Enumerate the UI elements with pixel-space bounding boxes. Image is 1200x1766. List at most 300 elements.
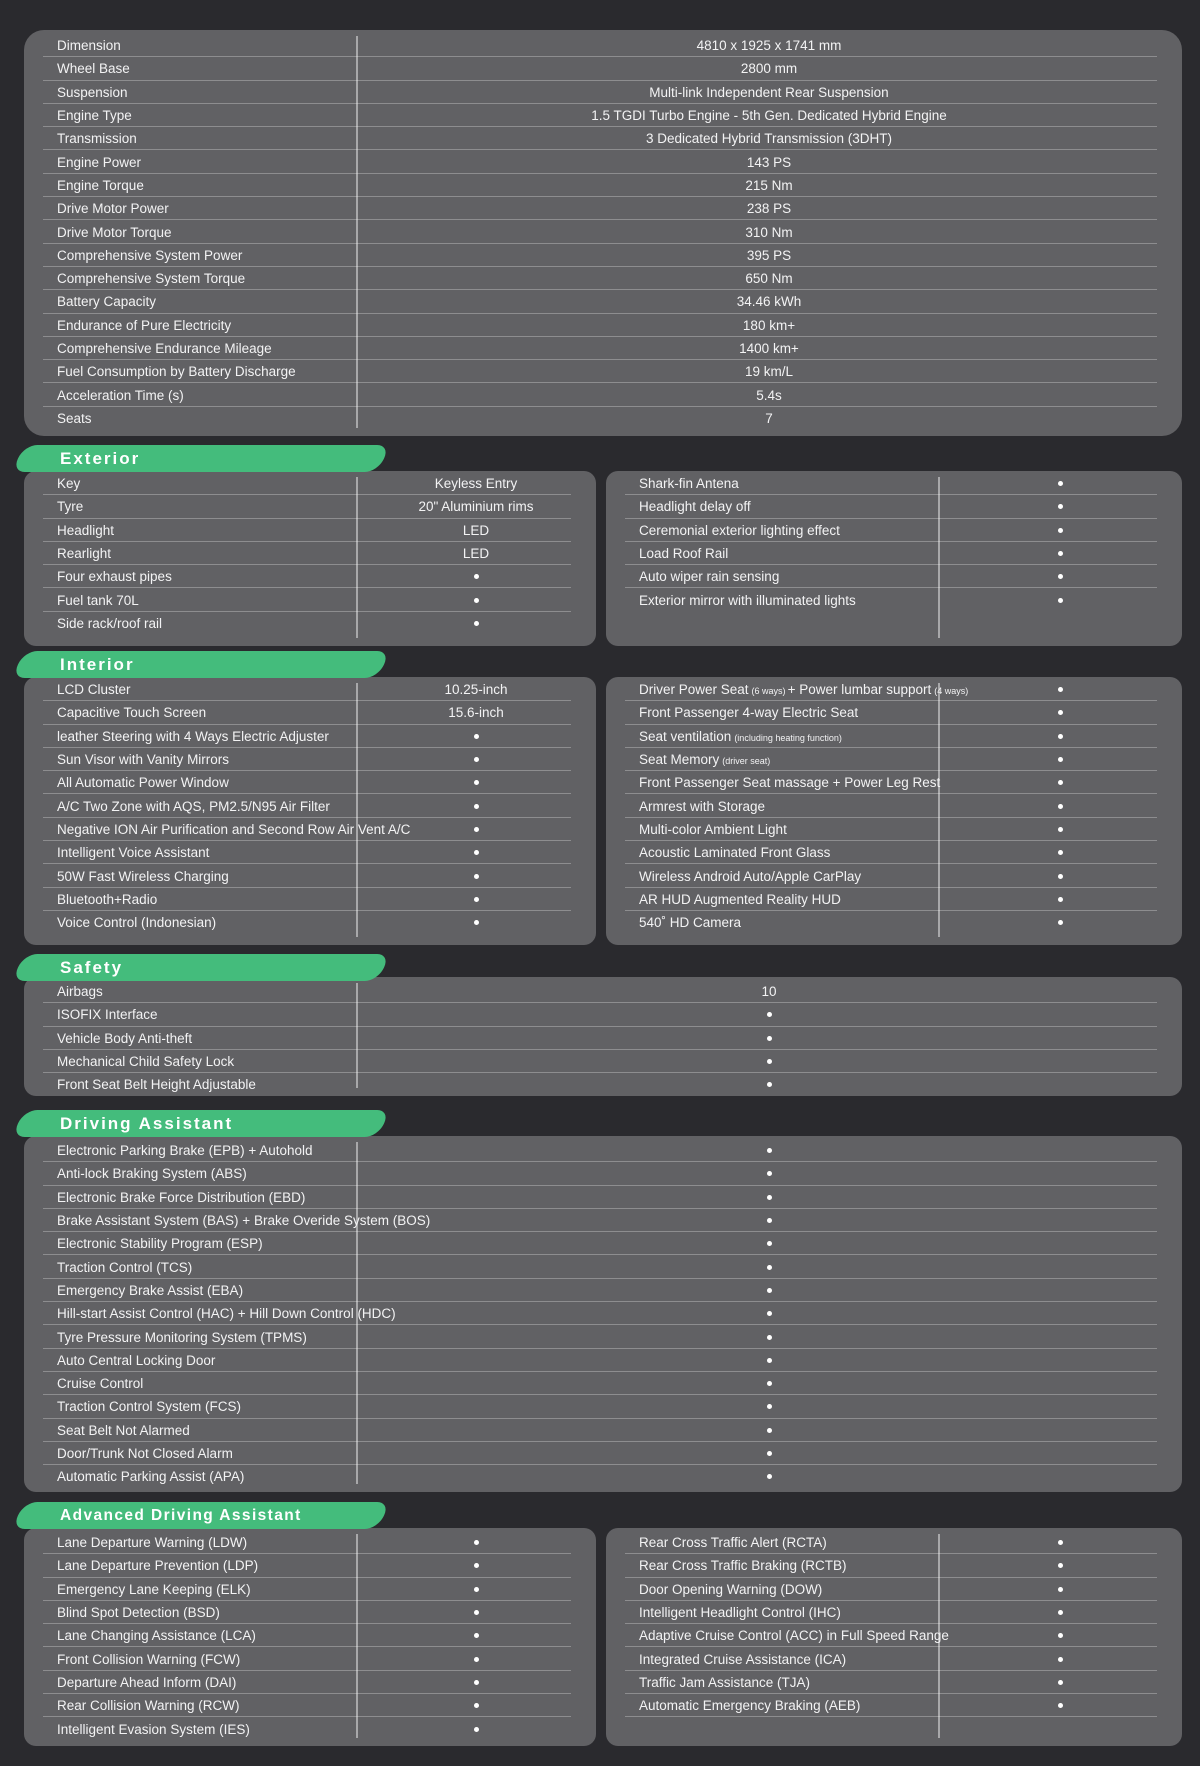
row-label: Automatic Emergency Braking (AEB) (639, 1698, 861, 1714)
included-dot-icon (767, 1451, 772, 1456)
table-row (606, 519, 1182, 542)
included-dot-icon (474, 827, 479, 832)
table-row (24, 1209, 1182, 1232)
row-value (356, 1027, 1182, 1050)
included-dot-icon (1058, 734, 1063, 739)
included-dot-icon (767, 1218, 772, 1223)
row-value: 15.6-inch (448, 705, 504, 721)
included-dot-icon (1058, 481, 1063, 486)
table-row (24, 1255, 1182, 1278)
included-dot-icon (1058, 574, 1063, 579)
row-label: LCD Cluster (57, 682, 131, 698)
included-dot-icon (1058, 598, 1063, 603)
row-value: 5.4s (756, 387, 782, 403)
row-label: Vehicle Body Anti-theft (57, 1030, 193, 1046)
included-dot-icon (767, 1311, 772, 1316)
table-row (24, 888, 596, 911)
row-label: Wireless Android Auto/Apple CarPlay (639, 868, 862, 884)
row-value: 395 PS (746, 247, 792, 263)
included-dot-icon (767, 1082, 772, 1087)
row-value (938, 565, 1182, 588)
row-label: Tyre (57, 499, 84, 515)
table-row (24, 519, 596, 542)
table-row (24, 911, 596, 934)
row-label: Comprehensive System Power (57, 247, 243, 263)
row-label: Endurance of Pure Electricity (57, 317, 232, 333)
row-label: Blind Spot Detection (BSD) (57, 1605, 220, 1621)
row-value: 180 km+ (742, 317, 796, 333)
row-value (356, 794, 596, 817)
included-dot-icon (1058, 1657, 1063, 1662)
row-value (356, 1209, 1182, 1232)
row-value (938, 678, 1182, 701)
table-row (24, 1578, 596, 1601)
interior-right-card (606, 677, 1182, 945)
row-value: 19 km/L (744, 364, 794, 380)
included-dot-icon (474, 1540, 479, 1545)
table-row (24, 1027, 1182, 1050)
row-value: LED (462, 522, 490, 538)
table-row (24, 1279, 1182, 1302)
row-value (356, 1531, 596, 1554)
row-value (938, 864, 1182, 887)
included-dot-icon (767, 1358, 772, 1363)
included-dot-icon (474, 1563, 479, 1568)
included-dot-icon (474, 598, 479, 603)
row-label-small-part: (including heating function) (734, 732, 842, 743)
table-row (24, 244, 1182, 267)
table-row (606, 1647, 1182, 1670)
row-label: Drive Motor Torque (57, 224, 172, 240)
included-dot-icon (474, 574, 479, 579)
row-label: Emergency Brake Assist (EBA) (57, 1282, 244, 1298)
row-label: Adaptive Cruise Control (ACC) in Full Speed Range (639, 1628, 949, 1644)
row-value (356, 1717, 596, 1740)
table-row (24, 1717, 596, 1740)
table-row (24, 104, 1182, 127)
table-row (606, 794, 1182, 817)
table-row (24, 1349, 1182, 1372)
included-dot-icon (474, 1587, 479, 1592)
row-label: Auto wiper rain sensing (639, 569, 780, 585)
row-value (938, 725, 1182, 748)
row-label: Load Roof Rail (639, 546, 729, 562)
row-value: 1400 km+ (739, 341, 799, 356)
row-label: Lane Departure Warning (LDW) (57, 1535, 248, 1551)
section-title: Interior (60, 655, 135, 674)
row-value (356, 1050, 1182, 1073)
row-label: Dimension (57, 38, 121, 54)
included-dot-icon (1058, 1563, 1063, 1568)
table-row (606, 725, 1182, 748)
row-label: Voice Control (Indonesian) (57, 915, 217, 931)
table-row (24, 748, 596, 771)
row-label: Capacitive Touch Screen (57, 705, 207, 721)
included-dot-icon (474, 757, 479, 762)
included-dot-icon (1058, 1587, 1063, 1592)
table-row (24, 360, 1182, 383)
row-label: Intelligent Voice Assistant (57, 845, 210, 861)
row-value (356, 911, 596, 934)
included-dot-icon (1058, 780, 1063, 785)
table-row (24, 1302, 1182, 1325)
section-title: Safety (60, 958, 124, 977)
row-value (356, 1003, 1182, 1026)
row-value (356, 1578, 596, 1601)
row-label: Front Collision Warning (FCW) (57, 1651, 241, 1667)
row-label-small-part: (driver seat) (722, 756, 771, 767)
table-row (24, 1465, 1182, 1488)
table-row (24, 1073, 1182, 1096)
included-dot-icon (1058, 551, 1063, 556)
table-row (24, 220, 1182, 243)
row-value (356, 1395, 1182, 1418)
section-ribbon (0, 954, 420, 981)
section-ribbon (0, 445, 420, 472)
row-label: Rear Cross Traffic Braking (RCTB) (639, 1558, 847, 1574)
included-dot-icon (767, 1012, 772, 1017)
row-value (356, 1647, 596, 1670)
row-label: Tyre Pressure Monitoring System (TPMS) (57, 1329, 307, 1345)
section-ribbon (0, 1110, 420, 1137)
table-row (24, 725, 596, 748)
included-dot-icon (767, 1148, 772, 1153)
included-dot-icon (767, 1059, 772, 1064)
section-ribbon (0, 651, 420, 678)
row-value (356, 1554, 596, 1577)
table-row (606, 1554, 1182, 1577)
included-dot-icon (767, 1288, 772, 1293)
table-row (24, 495, 596, 518)
row-value (356, 1601, 596, 1624)
exterior-left-rows (24, 472, 596, 635)
row-label: ISOFIX Interface (57, 1007, 158, 1023)
row-label (639, 678, 970, 701)
row-value (938, 519, 1182, 542)
exterior-left-card (24, 471, 596, 646)
included-dot-icon (767, 1036, 772, 1041)
row-value (938, 1531, 1182, 1554)
table-row (606, 588, 1182, 611)
included-dot-icon (474, 780, 479, 785)
included-dot-icon (767, 1241, 772, 1246)
row-value: 10.25-inch (444, 682, 508, 698)
row-value (938, 1624, 1182, 1647)
included-dot-icon (474, 920, 479, 925)
row-label: Cruise Control (57, 1376, 144, 1392)
row-value (356, 1419, 1182, 1442)
row-label-part: Seat ventilation (639, 728, 732, 744)
table-row (24, 864, 596, 887)
row-label: Wheel Base (57, 61, 130, 77)
safety-card (24, 977, 1182, 1096)
table-row (24, 701, 596, 724)
row-value (356, 725, 596, 748)
row-value (356, 1624, 596, 1647)
row-value: 238 PS (746, 201, 792, 217)
table-row (606, 1531, 1182, 1554)
row-value (356, 1162, 1182, 1185)
row-label: Battery Capacity (57, 294, 157, 310)
spec-table-card (24, 30, 1182, 436)
table-row (24, 1232, 1182, 1255)
table-row (606, 864, 1182, 887)
row-label: Door Opening Warning (DOW) (639, 1581, 823, 1597)
table-row (24, 678, 596, 701)
included-dot-icon (1058, 804, 1063, 809)
included-dot-icon (1058, 874, 1063, 879)
advanced-left-card (24, 1528, 596, 1746)
row-value: 20" Aluminium rims (418, 499, 534, 515)
row-label: Sun Visor with Vanity Mirrors (57, 752, 230, 768)
row-value: Keyless Entry (434, 476, 518, 492)
driving-assistant-rows (24, 1139, 1182, 1488)
row-label: Fuel Consumption by Battery Discharge (57, 364, 296, 380)
table-row (24, 1372, 1182, 1395)
table-row (24, 565, 596, 588)
row-label: AR HUD Augmented Reality HUD (639, 891, 841, 907)
included-dot-icon (474, 874, 479, 879)
included-dot-icon (474, 734, 479, 739)
row-label: Bluetooth+Radio (57, 891, 158, 907)
safety-rows (24, 980, 1182, 1096)
row-value (356, 1302, 1182, 1325)
row-value (356, 818, 596, 841)
row-value: LED (462, 546, 490, 562)
included-dot-icon (1058, 1633, 1063, 1638)
row-value (938, 794, 1182, 817)
row-value (938, 588, 1182, 611)
included-dot-icon (767, 1265, 772, 1270)
table-row (24, 267, 1182, 290)
table-row (606, 1694, 1182, 1717)
included-dot-icon (1058, 504, 1063, 509)
row-label: 50W Fast Wireless Charging (57, 868, 229, 884)
row-label: Door/Trunk Not Closed Alarm (57, 1446, 233, 1461)
row-value (356, 1186, 1182, 1209)
row-label: Negative ION Air Purification and Second Row Air Vent A/C (57, 821, 411, 837)
row-value (356, 565, 596, 588)
row-value: 1.5 TGDI Turbo Engine - 5th Gen. Dedicated Hybrid Engine (591, 108, 947, 124)
table-row (24, 1442, 1182, 1465)
row-label: Lane Departure Prevention (LDP) (57, 1558, 259, 1574)
table-row (24, 290, 1182, 313)
table-row (606, 1671, 1182, 1694)
table-row (24, 1419, 1182, 1442)
row-value (356, 1255, 1182, 1278)
row-label: Ceremonial exterior lighting effect (639, 522, 840, 538)
table-row (606, 748, 1182, 771)
row-label: Multi-color Ambient Light (639, 821, 787, 837)
row-label-small-part: (6 ways) (751, 686, 786, 697)
row-value (938, 1601, 1182, 1624)
row-value (938, 911, 1182, 934)
row-value (356, 1139, 1182, 1162)
row-label: Intelligent Headlight Control (IHC) (639, 1605, 841, 1621)
included-dot-icon (1058, 757, 1063, 762)
row-value (356, 612, 596, 635)
row-label: Engine Power (57, 154, 142, 170)
included-dot-icon (767, 1171, 772, 1176)
row-label: Emergency Lane Keeping (ELK) (57, 1581, 251, 1597)
table-row (24, 1694, 596, 1717)
row-label (639, 725, 844, 748)
row-label: Front Passenger Seat massage + Power Leg Rest (639, 775, 941, 791)
row-label: Intelligent Evasion System (IES) (57, 1721, 250, 1737)
included-dot-icon (474, 897, 479, 902)
row-value (356, 1372, 1182, 1395)
table-row (606, 542, 1182, 565)
row-label: Headlight (57, 522, 115, 538)
included-dot-icon (1058, 1703, 1063, 1708)
row-value: 2800 mm (740, 61, 798, 77)
row-value: 7 (765, 410, 773, 426)
table-row (24, 197, 1182, 220)
advanced-right-card (606, 1528, 1182, 1746)
row-label: Anti-lock Braking System (ABS) (57, 1166, 247, 1182)
table-row (24, 1531, 596, 1554)
included-dot-icon (1058, 920, 1063, 925)
section-title: Advanced Driving Assistant (60, 1507, 302, 1524)
included-dot-icon (1058, 827, 1063, 832)
included-dot-icon (1058, 710, 1063, 715)
table-row (606, 701, 1182, 724)
exterior-right-card (606, 471, 1182, 646)
row-label: Electronic Parking Brake (EPB) + Autohold (57, 1143, 313, 1159)
included-dot-icon (767, 1195, 772, 1200)
row-label: Fuel tank 70L (57, 592, 139, 608)
row-value: 3 Dedicated Hybrid Transmission (3DHT) (645, 131, 893, 147)
row-label: Comprehensive Endurance Mileage (57, 341, 272, 356)
row-value (938, 1554, 1182, 1577)
included-dot-icon (1058, 1610, 1063, 1615)
row-value (356, 1442, 1182, 1465)
table-row (24, 314, 1182, 337)
included-dot-icon (474, 1703, 479, 1708)
row-value: 650 Nm (745, 271, 793, 287)
row-label (639, 748, 772, 771)
row-label: Airbags (57, 984, 103, 1000)
table-row (24, 1395, 1182, 1418)
interior-left-card (24, 677, 596, 945)
table-row (24, 1050, 1182, 1073)
row-label: Rear Cross Traffic Alert (RCTA) (639, 1535, 827, 1551)
table-row (606, 818, 1182, 841)
row-value (356, 1232, 1182, 1255)
included-dot-icon (474, 1633, 479, 1638)
row-label: Armrest with Storage (639, 798, 766, 814)
row-label-part: + Power lumbar support (787, 682, 932, 698)
row-label: A/C Two Zone with AQS, PM2.5/N95 Air Filter (57, 798, 330, 814)
row-value: 143 PS (746, 154, 792, 170)
table-row (606, 495, 1182, 518)
included-dot-icon (767, 1381, 772, 1386)
table-row (24, 1139, 1182, 1162)
row-value (938, 495, 1182, 518)
table-row (24, 1671, 596, 1694)
table-row (24, 81, 1182, 104)
table-row (24, 337, 1182, 360)
section-ribbon (0, 1502, 420, 1529)
row-label: Key (57, 476, 81, 492)
row-value: 215 Nm (745, 177, 793, 193)
table-row (606, 911, 1182, 934)
included-dot-icon (474, 1727, 479, 1732)
row-value (938, 1671, 1182, 1694)
row-value (356, 841, 596, 864)
row-label: Departure Ahead Inform (DAI) (57, 1674, 237, 1690)
row-label: leather Steering with 4 Ways Electric Adjuster (57, 728, 329, 744)
table-row (24, 1162, 1182, 1185)
table-row (24, 150, 1182, 173)
table-row (24, 771, 596, 794)
row-label: Traffic Jam Assistance (TJA) (639, 1674, 811, 1690)
row-value (356, 1694, 596, 1717)
table-row (606, 1578, 1182, 1601)
table-row (24, 1186, 1182, 1209)
row-label: Seats (57, 410, 92, 426)
included-dot-icon (474, 850, 479, 855)
included-dot-icon (1058, 850, 1063, 855)
row-value (356, 1349, 1182, 1372)
table-row (24, 1325, 1182, 1348)
row-value (938, 888, 1182, 911)
row-label: Seat Belt Not Alarmed (57, 1422, 190, 1438)
table-row (24, 1003, 1182, 1026)
row-label: Electronic Brake Force Distribution (EBD) (57, 1189, 306, 1205)
row-label: Lane Changing Assistance (LCA) (57, 1628, 256, 1644)
row-label: Comprehensive System Torque (57, 271, 246, 287)
table-row (24, 383, 1182, 406)
included-dot-icon (1058, 1680, 1063, 1685)
row-value: 4810 x 1925 x 1741 mm (696, 38, 842, 54)
table-row (24, 1624, 596, 1647)
table-row (606, 841, 1182, 864)
row-label: Engine Type (57, 108, 132, 124)
included-dot-icon (1058, 897, 1063, 902)
row-label: Headlight delay off (639, 499, 751, 515)
row-label-part: Driver Power Seat (639, 682, 749, 698)
row-label: Brake Assistant System (BAS) + Brake Overide System (BOS) (57, 1213, 431, 1229)
row-label: Front Seat Belt Height Adjustable (57, 1077, 256, 1093)
interior-right-rows (606, 678, 1182, 934)
row-value (938, 748, 1182, 771)
row-value (938, 472, 1182, 495)
table-row (24, 34, 1182, 57)
row-value (938, 542, 1182, 565)
table-row (24, 794, 596, 817)
row-value (938, 1647, 1182, 1670)
row-label: Suspension (57, 84, 128, 100)
table-row (606, 472, 1182, 495)
row-value (938, 771, 1182, 794)
row-value: 310 Nm (745, 224, 793, 240)
row-label: Acoustic Laminated Front Glass (639, 845, 831, 861)
driving-assistant-card (24, 1136, 1182, 1492)
row-value (356, 888, 596, 911)
row-value (938, 841, 1182, 864)
row-label: Engine Torque (57, 177, 144, 193)
included-dot-icon (1058, 687, 1063, 692)
row-value: 34.46 kWh (736, 294, 802, 310)
included-dot-icon (1058, 1540, 1063, 1545)
table-row (24, 542, 596, 565)
row-value (356, 864, 596, 887)
row-label: Side rack/roof rail (57, 615, 163, 631)
row-label: Front Passenger 4-way Electric Seat (639, 705, 859, 721)
row-value (356, 748, 596, 771)
row-label: Acceleration Time (s) (57, 387, 184, 403)
